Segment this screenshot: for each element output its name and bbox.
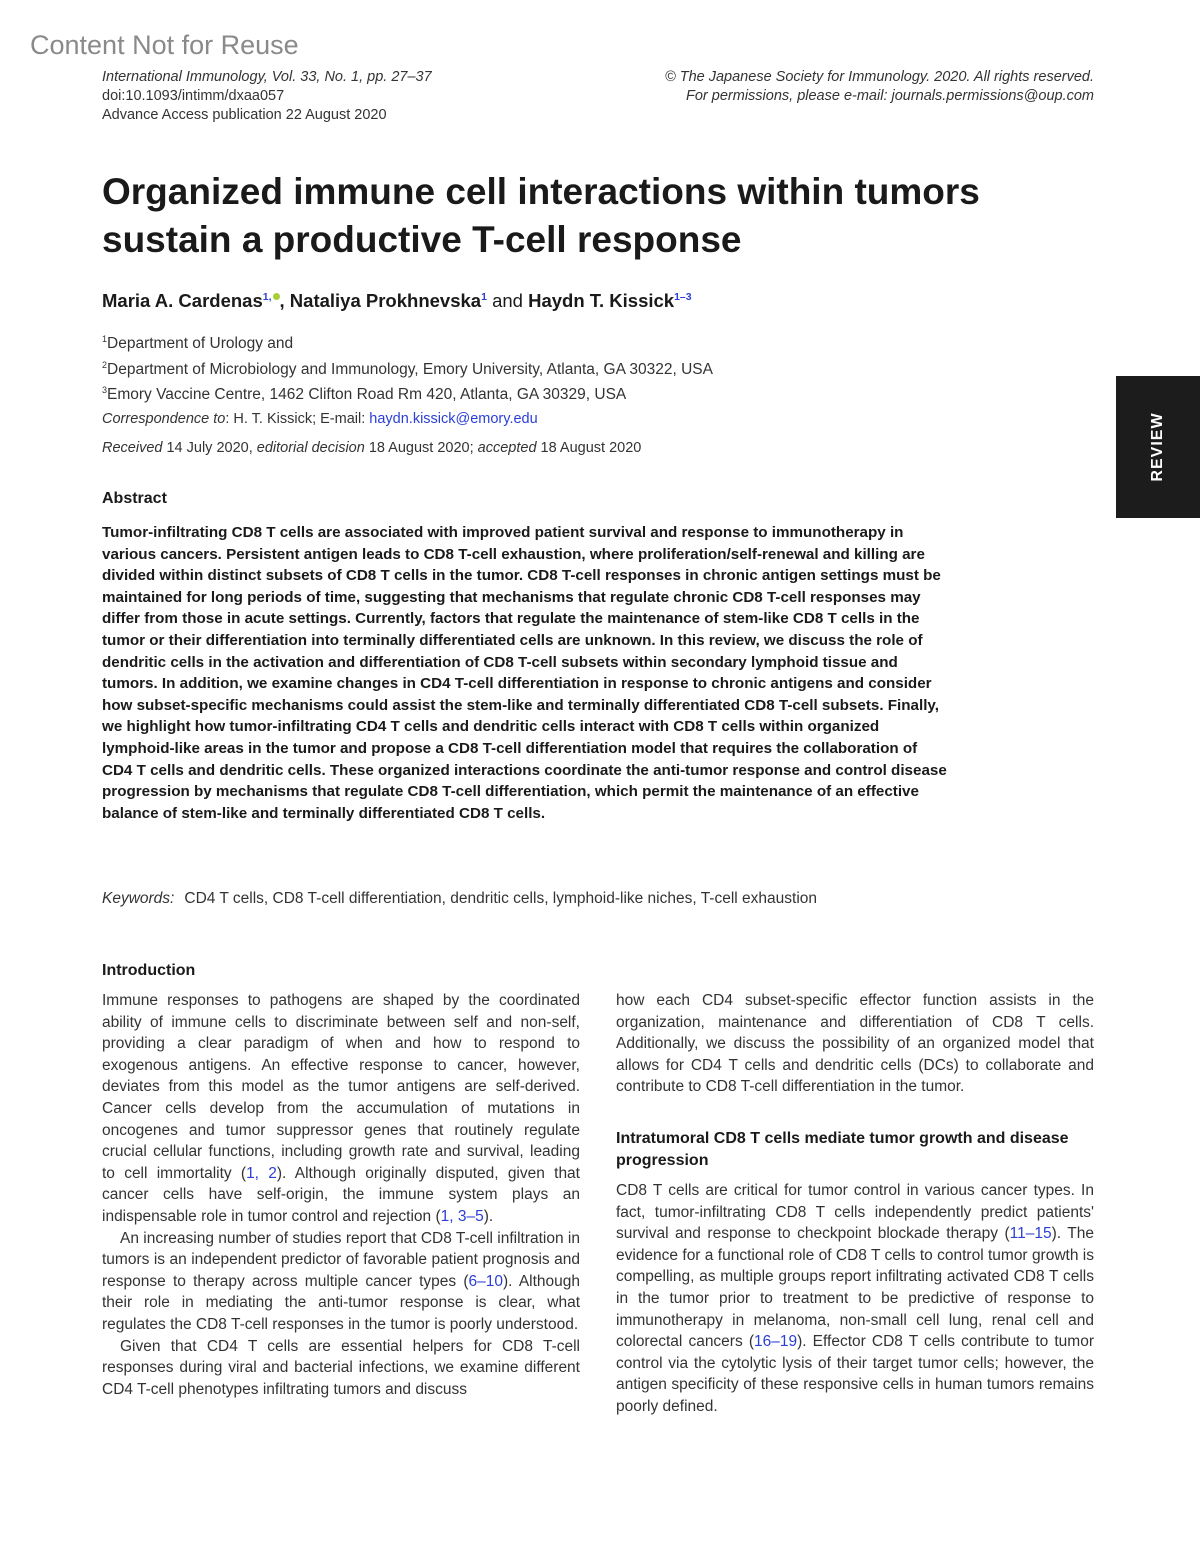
- paragraph: Immune responses to pathogens are shaped by the coordinated ability of immune cells to discriminate between self and non-self, providing a clear paradigm of when and how to respond to exogenous antigens. An effective response to cancer, however, deviates from this model as the tumor antigens are self-derived. Cancer cells develop from the accumulation of mutations in oncogenes and tumor suppressor genes that routinely regulate crucial cellular functions, including growth rate and survival, leading to cell immortality (1, 2). Although originally disputed, given that cancer cells have self-origin, the immune system plays an indispensable role in tumor control and rejection (1, 3–5).: [102, 992, 580, 1225]
- correspondence-label: Correspondence to: [102, 411, 226, 427]
- received-dates: Received 14 July 2020, editorial decision 18 August 2020; accepted 18 August 2020: [102, 440, 642, 456]
- keywords: [102, 890, 817, 908]
- reference-link[interactable]: 11–15: [1009, 1225, 1052, 1243]
- affiliations: [102, 329, 713, 406]
- paragraph: Given that CD4 T cells are essential helpers for CD8 T-cell responses during viral and bacterial infections, we examine different CD4 T-cell phenotypes infiltrating tumors and discuss: [102, 1337, 580, 1398]
- author-name[interactable]: Maria A. Cardenas: [102, 290, 263, 311]
- column-right: [616, 990, 1094, 1418]
- affiliation: $^3$Emory Vaccine Centre, 1462 Clifton Road Rm 420, Atlanta, GA 30329, USA: [102, 385, 627, 404]
- review-tab-label: REVIEW: [1149, 412, 1166, 482]
- correspondence: Correspondence to: H. T. Kissick; E-mail: haydn.kissick@emory.edu: [102, 411, 538, 427]
- permissions-notice: For permissions, please e-mail: journals.permissions@oup.com: [686, 88, 1094, 104]
- affiliation: $^2$Department of Microbiology and Immunology, Emory University, Atlanta, GA 30322, USA: [102, 359, 713, 378]
- paragraph: CD8 T cells are critical for tumor control in various cancer types. In fact, tumor-infiltrating CD8 T cells independently predict patients' survival and response to checkpoint blockade therapy (11–15). The evidence for a functional role of CD8 T cells to control tumor growth is compelling, as multiple groups report infiltrating activated CD8 T cells in the tumor prior to treatment to be predictive of response to immunotherapy in melanoma, non-small cell lung, renal cell and colorectal cancers (16–19). Effector CD8 T cells contribute to tumor control via the cytolytic lysis of their target tumor cells; however, the antigen specificity of these responsive cells in human tumors remains poorly defined.: [616, 1181, 1094, 1415]
- reference-link[interactable]: 1, 2: [246, 1164, 277, 1182]
- keywords-list: CD4 T cells, CD8 T-cell differentiation, dendritic cells, lymphoid-like niches, T-cell exhaustion: [184, 890, 818, 907]
- keywords-label: Keywords:: [102, 890, 175, 907]
- author-list: Maria A. Cardenas$^{1,}$ , Nataliya Prokhnevska$^1$ and Haydn T. Kissick$^{1-3}$: [102, 290, 692, 311]
- journal-doi[interactable]: doi:10.1093/intimm/dxaa057: [102, 88, 285, 104]
- journal-citation: International Immunology, Vol. 33, No. 1, pp. 27–37: [102, 69, 432, 85]
- copyright-meta: [665, 68, 1094, 106]
- author-affil-sup: 1–3: [674, 290, 692, 303]
- copyright-notice: © The Japanese Society for Immunology. 2020. All rights reserved.: [665, 69, 1094, 85]
- journal-meta: [102, 68, 432, 125]
- abstract-heading: Abstract: [102, 490, 167, 507]
- author-conjunction: and: [492, 290, 523, 311]
- reference-link[interactable]: 6–10: [468, 1272, 504, 1290]
- abstract-text: Tumor-infiltrating CD8 T cells are associated with improved patient survival and response to immunotherapy in various cancers. Persistent antigen leads to CD8 T-cell exhaustion, where proliferation/self-renewal and killing are divided within distinct subsets of CD8 T cells in the tumor. CD8 T-cell responses in chronic antigen settings must be maintained for long periods of time, suggesting that mechanisms that regulate chronic CD8 T-cell responses may differ from those in acute settings. Currently, factors that regulate the maintenance of stem-like CD8 T cells in the tumor or their differentiation into terminally differentiated cells are unknown. In this review, we discuss the role of dendritic cells in the activation and differentiation of CD8 T-cell subsets within secondary lymphoid tissue and tumors. In addition, we examine changes in CD4 T-cell differentiation in response to chronic antigens and consider how subset-specific mechanisms could assist the stem-like and terminally differentiated CD8 T-cell subsets. Finally, we highlight how tumor-infiltrating CD4 T cells and dendritic cells interact with CD8 T cells within organized lymphoid-like areas in the tumor and propose a CD8 T-cell differentiation model that requires the collaboration of CD4 T cells and dendritic cells. These organized interactions coordinate the anti-tumor response and control disease progression by mechanisms that regulate CD8 T-cell differentiation, which permit the maintenance of an effective balance of stem-like and terminally differentiated CD8 T cells.: [102, 524, 947, 822]
- orcid-icon[interactable]: [273, 293, 280, 300]
- author-name[interactable]: Nataliya Prokhnevska: [289, 290, 482, 311]
- reference-link[interactable]: 1, 3–5: [440, 1207, 484, 1225]
- article-title: Organized immune cell interactions within tumors sustain a productive T-cell response: [102, 171, 980, 260]
- reference-link[interactable]: 16–19: [754, 1333, 798, 1351]
- author-affil-sup: 1,: [262, 290, 272, 303]
- paragraph: how each CD4 subset-specific effector function assists in the organization, maintenance and differentiation of CD8 T cells. Additionally, we discuss the possibility of an organized model that allows for CD4 T cells and dendritic cells (DCs) to collaborate and contribute to CD8 T-cell differentiation in the tumor.: [616, 992, 1094, 1096]
- author-name[interactable]: Haydn T. Kissick: [528, 290, 675, 311]
- email-link[interactable]: haydn.kissick@emory.edu: [369, 411, 538, 427]
- section-heading-introduction: Introduction: [102, 962, 196, 979]
- advance-access: Advance Access publication 22 August 2020: [102, 107, 387, 123]
- section-heading-intratumoral: Intratumoral CD8 T cells mediate tumor growth and disease progression: [616, 1129, 1069, 1169]
- watermark: Content Not for Reuse: [30, 30, 299, 60]
- review-tab: [1116, 376, 1200, 518]
- affiliation: $^1$Department of Urology and: [102, 334, 294, 353]
- author-affil-sup: 1: [481, 290, 487, 303]
- paragraph: An increasing number of studies report that CD8 T-cell infiltration in tumors is an independent predictor of favorable patient prognosis and response to therapy across multiple cancer types (6–10). Although their role in mediating the anti-tumor response is clear, what regulates the CD8 T-cell responses in the tumor is poorly understood.: [102, 1229, 581, 1333]
- column-left: [102, 990, 580, 1400]
